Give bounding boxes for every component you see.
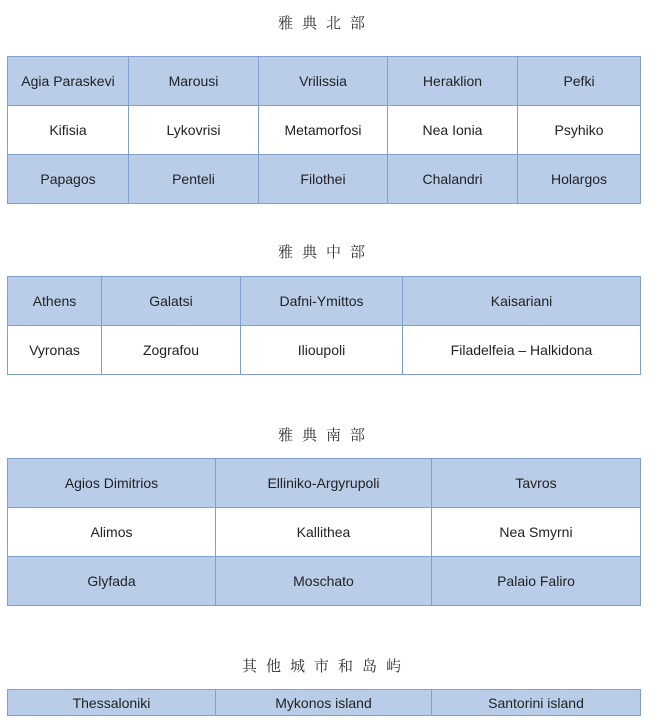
table-cell: Pefki: [518, 57, 641, 106]
table-cell: Galatsi: [102, 277, 241, 326]
table-cell: Heraklion: [388, 57, 518, 106]
table-cell: Marousi: [129, 57, 259, 106]
table-cell: Palaio Faliro: [432, 557, 641, 606]
table-cell: Santorini island: [432, 690, 641, 716]
table-cell: Kaisariani: [403, 277, 641, 326]
table-cell: Chalandri: [388, 155, 518, 204]
central-athens-table: [7, 276, 641, 375]
table-cell: Psyhiko: [518, 106, 641, 155]
table-cell: Vyronas: [8, 326, 102, 375]
table-cell: Elliniko-Argyrupoli: [216, 459, 432, 508]
table-cell: Papagos: [8, 155, 129, 204]
table-cell: Metamorfosi: [259, 106, 388, 155]
table-cell: Thessaloniki: [8, 690, 216, 716]
table-cell: Alimos: [8, 508, 216, 557]
table-cell: Vrilissia: [259, 57, 388, 106]
section-heading-other: 其他城市和岛屿: [241, 657, 410, 675]
table-cell: Kifisia: [8, 106, 129, 155]
table-cell: Mykonos island: [216, 690, 432, 716]
table-cell: Zografou: [102, 326, 241, 375]
section-heading-central: 雅典中部: [277, 243, 374, 261]
other-cities-table: [7, 689, 641, 716]
table-cell: Holargos: [518, 155, 641, 204]
section-heading-south: 雅典南部: [277, 426, 374, 444]
table-cell: Penteli: [129, 155, 259, 204]
table-cell: Agia Paraskevi: [8, 57, 129, 106]
table-cell: Tavros: [432, 459, 641, 508]
south-athens-table: [7, 458, 641, 606]
table-cell: Filothei: [259, 155, 388, 204]
section-heading-north: 雅典北部: [277, 14, 374, 32]
table-cell: Kallithea: [216, 508, 432, 557]
table-cell: Lykovrisi: [129, 106, 259, 155]
table-cell: Athens: [8, 277, 102, 326]
table-cell: Ilioupoli: [241, 326, 403, 375]
table-cell: Agios Dimitrios: [8, 459, 216, 508]
table-cell: Moschato: [216, 557, 432, 606]
table-cell: Dafni-Ymittos: [241, 277, 403, 326]
north-athens-table: [7, 56, 641, 204]
table-cell: Glyfada: [8, 557, 216, 606]
table-cell: Nea Ionia: [388, 106, 518, 155]
table-cell: Filadelfeia – Halkidona: [403, 326, 641, 375]
table-cell: Nea Smyrni: [432, 508, 641, 557]
